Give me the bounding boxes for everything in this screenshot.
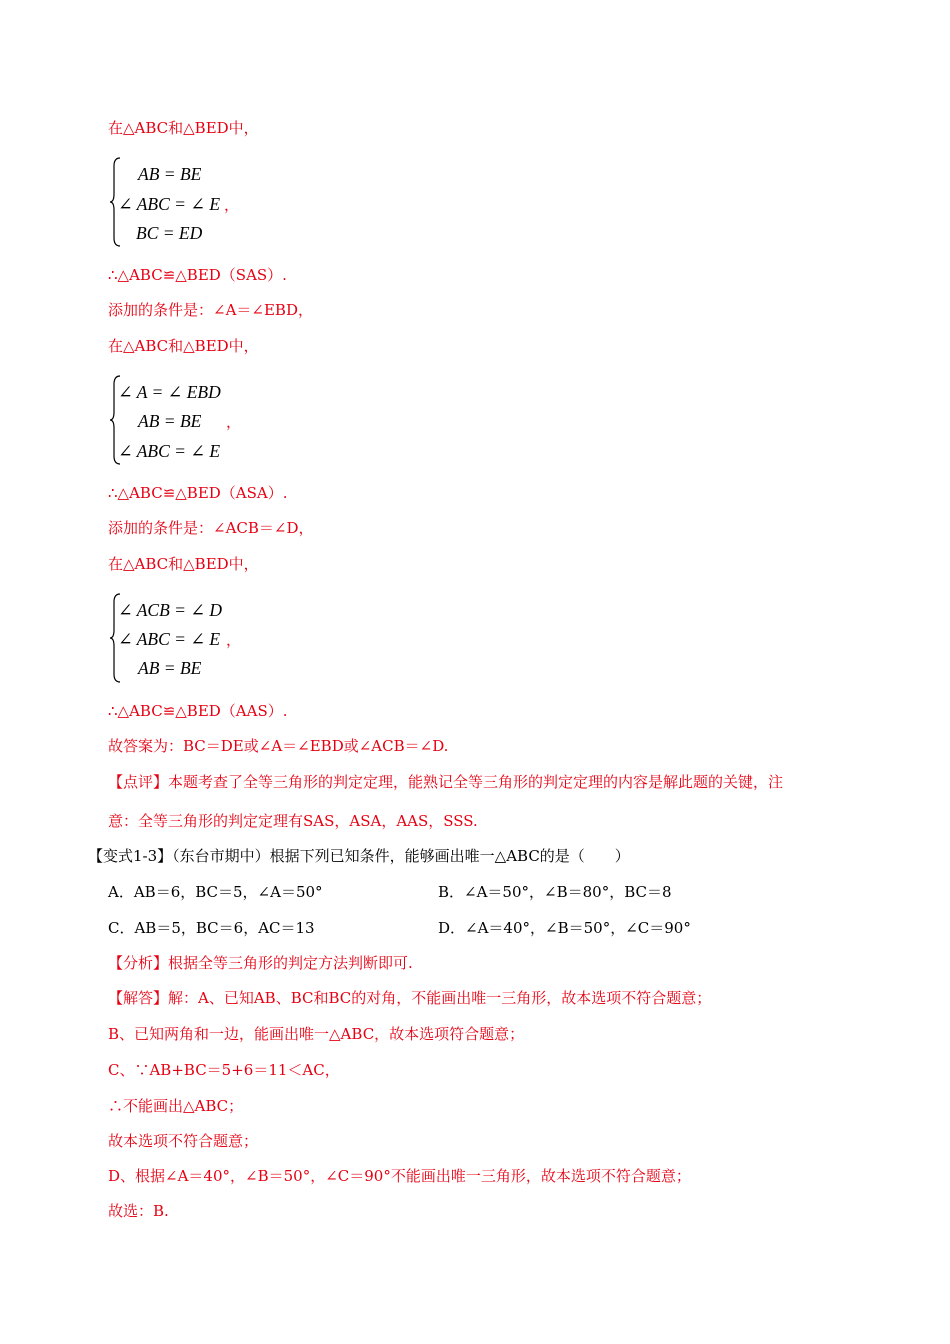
answer-line: 故答案为：BC＝DE或∠A＝∠EBD或∠ACB＝∠D. xyxy=(108,737,449,755)
text-line: 在△ABC和△BED中， xyxy=(108,337,259,355)
equation-row: ∠ ABC = ∠ E xyxy=(118,441,221,461)
analysis-text: 根据全等三角形的判定方法判断即可. xyxy=(168,954,413,972)
option-d: D．∠A＝40°，∠B＝50°，∠C＝90° xyxy=(438,919,691,937)
conclusion-line: ∴△ABC≌△BED（AAS）. xyxy=(108,702,288,720)
problem-heading xyxy=(88,846,630,866)
solution-line: 故本选项不符合题意； xyxy=(108,1132,259,1150)
text-line: 添加的条件是：∠ACB＝∠D， xyxy=(108,519,314,537)
problem-text: （东台市期中）根据下列已知条件，能够画出唯一△ABC的是（ ） xyxy=(172,847,630,865)
comma: ， xyxy=(226,413,242,431)
equation-row: ∠ ACB = ∠ D xyxy=(118,600,223,620)
solution-line xyxy=(108,988,711,1008)
equation-row: BC = ED xyxy=(136,223,203,243)
problem-label: 【变式1-3】 xyxy=(88,847,173,865)
conclusion-line: ∴△ABC≌△BED（SAS）. xyxy=(108,266,287,284)
comment-label: 【点评】 xyxy=(108,773,169,791)
solution-line: ∴不能画出△ABC； xyxy=(108,1097,244,1115)
final-answer: 故选：B. xyxy=(108,1202,169,1220)
equation-row: ∠ ABC = ∠ E xyxy=(118,629,221,649)
equation-row: AB = BE xyxy=(138,411,202,431)
text-line: 在△ABC和△BED中， xyxy=(108,119,259,137)
solution-line: B、已知两角和一边，能画出唯一△ABC，故本选项符合题意； xyxy=(108,1025,525,1043)
analysis-line xyxy=(108,953,413,973)
option-a: A．AB＝6，BC＝5，∠A＝50° xyxy=(108,883,323,901)
comment-text: 本题考查了全等三角形的判定定理，能熟记全等三角形的判定定理的内容是解此题的关键，注 xyxy=(168,773,784,791)
equation-row: AB = BE xyxy=(138,658,202,678)
comment-line-2: 意：全等三角形的判定定理有SAS，ASA，AAS，SSS. xyxy=(108,812,478,830)
comma: ， xyxy=(226,631,242,649)
equation-row: ∠ ABC = ∠ E xyxy=(118,194,221,214)
comma: ， xyxy=(224,196,240,214)
option-c: C．AB＝5，BC＝6，AC＝13 xyxy=(108,919,315,937)
text-line: 在△ABC和△BED中， xyxy=(108,555,259,573)
option-b: B．∠A＝50°，∠B＝80°，BC＝8 xyxy=(438,883,672,901)
solution-text: 解：A、已知AB、BC和BC的对角，不能画出唯一三角形，故本选项不符合题意； xyxy=(168,989,712,1007)
equation-row: AB = BE xyxy=(138,164,202,184)
solution-line: D、根据∠A＝40°，∠B＝50°，∠C＝90°不能画出唯一三角形，故本选项不符合题意； xyxy=(108,1167,691,1185)
comment-line xyxy=(108,772,783,792)
text-line: 添加的条件是：∠A＝∠EBD， xyxy=(108,301,313,319)
analysis-label: 【分析】 xyxy=(108,954,169,972)
solution-label: 【解答】 xyxy=(108,989,169,1007)
solution-line: C、∵AB+BC＝5+6＝11＜AC， xyxy=(108,1061,340,1079)
equation-row: ∠ A = ∠ EBD xyxy=(118,382,221,402)
conclusion-line: ∴△ABC≌△BED（ASA）. xyxy=(108,484,288,502)
